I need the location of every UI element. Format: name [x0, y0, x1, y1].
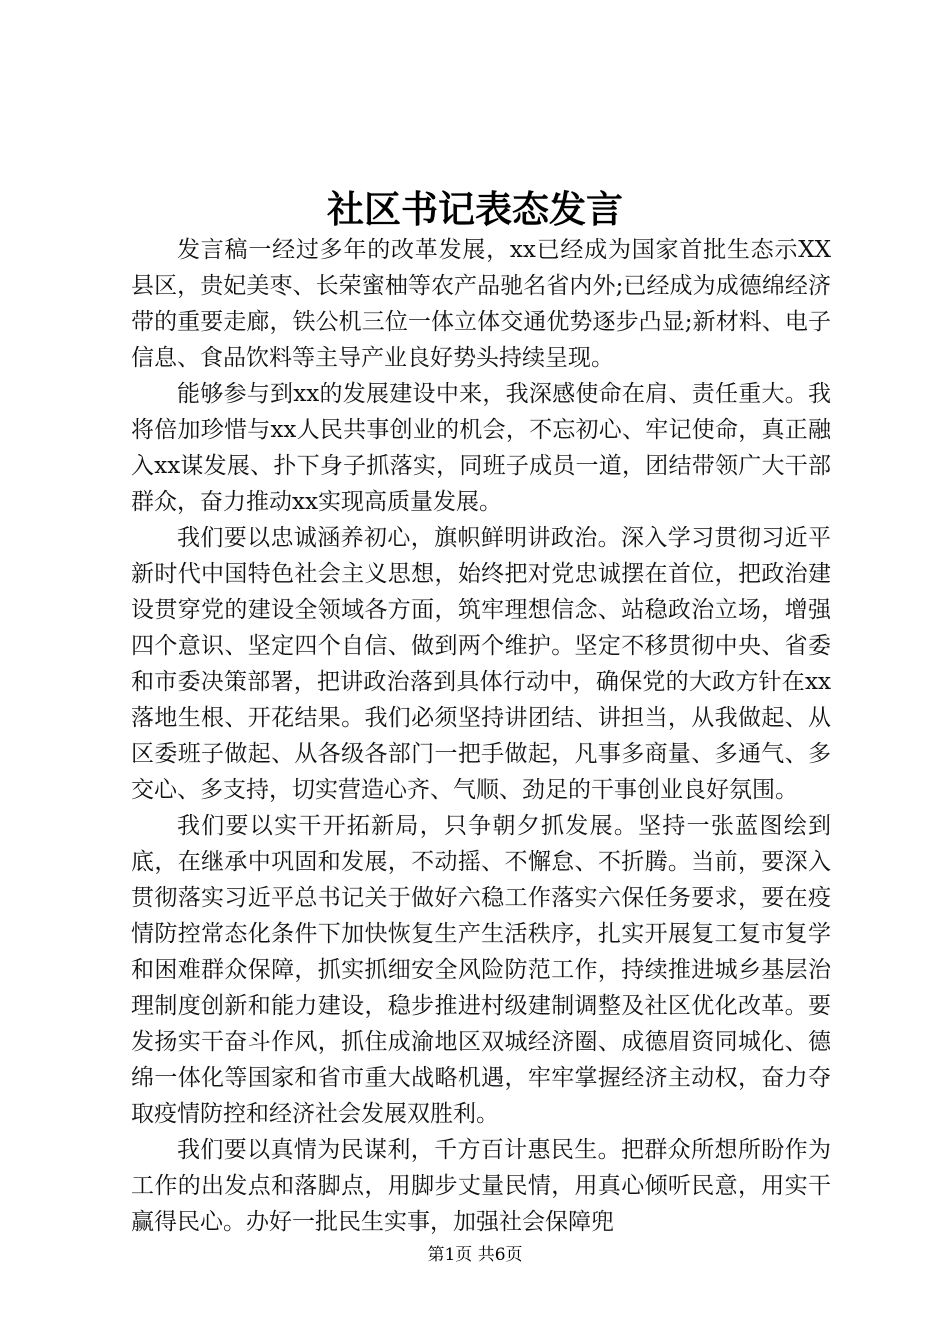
- paragraph: 能够参与到xx的发展建设中来，我深感使命在肩、责任重大。我将倍加珍惜与xx人民共事创业的机会，不忘初心、牢记使命，真正融入xx谋发展、扑下身子抓落实，同班子成员一道，团结带领广大干部群众，奋力推动xx实现高质量发展。: [131, 381, 831, 515]
- paragraph: 我们要以实干开拓新局，只争朝夕抓发展。坚持一张蓝图绘到底，在继承中巩固和发展，不动摇、不懈怠、不折腾。当前，要深入贯彻落实习近平总书记关于做好六稳工作落实六保任务要求，要在疫情防控常态化条件下加快恢复生产生活秩序，扎实开展复工复市复学和困难群众保障，抓实抓细安全风险防范工作，持续推进城乡基层治理制度创新和能力建设，稳步推进村级建制调整及社区优化改革。要发扬实干奋斗作风，抓住成渝地区双城经济圈、成德眉资同城化、德绵一体化等国家和省市重大战略机遇，牢牢掌握经济主动权，奋力夺取疫情防控和经济社会发展双胜利。: [131, 813, 831, 1127]
- paragraph: 发言稿一经过多年的改革发展，xx已经成为国家首批生态示XX县区，贵妃美枣、长荣蜜柚等农产品驰名省内外;已经成为成德绵经济带的重要走廊，铁公机三位一体立体交通优势逐步凸显;新材料、电子信息、食品饮料等主导产业良好势头持续呈现。: [131, 237, 831, 371]
- paragraph: 我们要以忠诚涵养初心，旗帜鲜明讲政治。深入学习贯彻习近平新时代中国特色社会主义思想，始终把对党忠诚摆在首位，把政治建设贯穿党的建设全领域各方面，筑牢理想信念、站稳政治立场，增强四个意识、坚定四个自信、做到两个维护。坚定不移贯彻中央、省委和市委决策部署，把讲政治落到具体行动中，确保党的大政方针在xx落地生根、开花结果。我们必须坚持讲团结、讲担当，从我做起、从区委班子做起、从各级各部门一把手做起，凡事多商量、多通气、多交心、多支持，切实营造心齐、气顺、劲足的干事创业良好氛围。: [131, 525, 831, 803]
- paragraph: 我们要以真情为民谋利，千方百计惠民生。把群众所想所盼作为工作的出发点和落脚点，用脚步丈量民情，用真心倾听民意，用实干赢得民心。办好一批民生实事，加强社会保障兜: [131, 1137, 831, 1235]
- document-title: 社区书记表态发言: [327, 187, 623, 231]
- page-number-footer: 第1页 共6页: [427, 1245, 523, 1265]
- document-body: [131, 232, 831, 1240]
